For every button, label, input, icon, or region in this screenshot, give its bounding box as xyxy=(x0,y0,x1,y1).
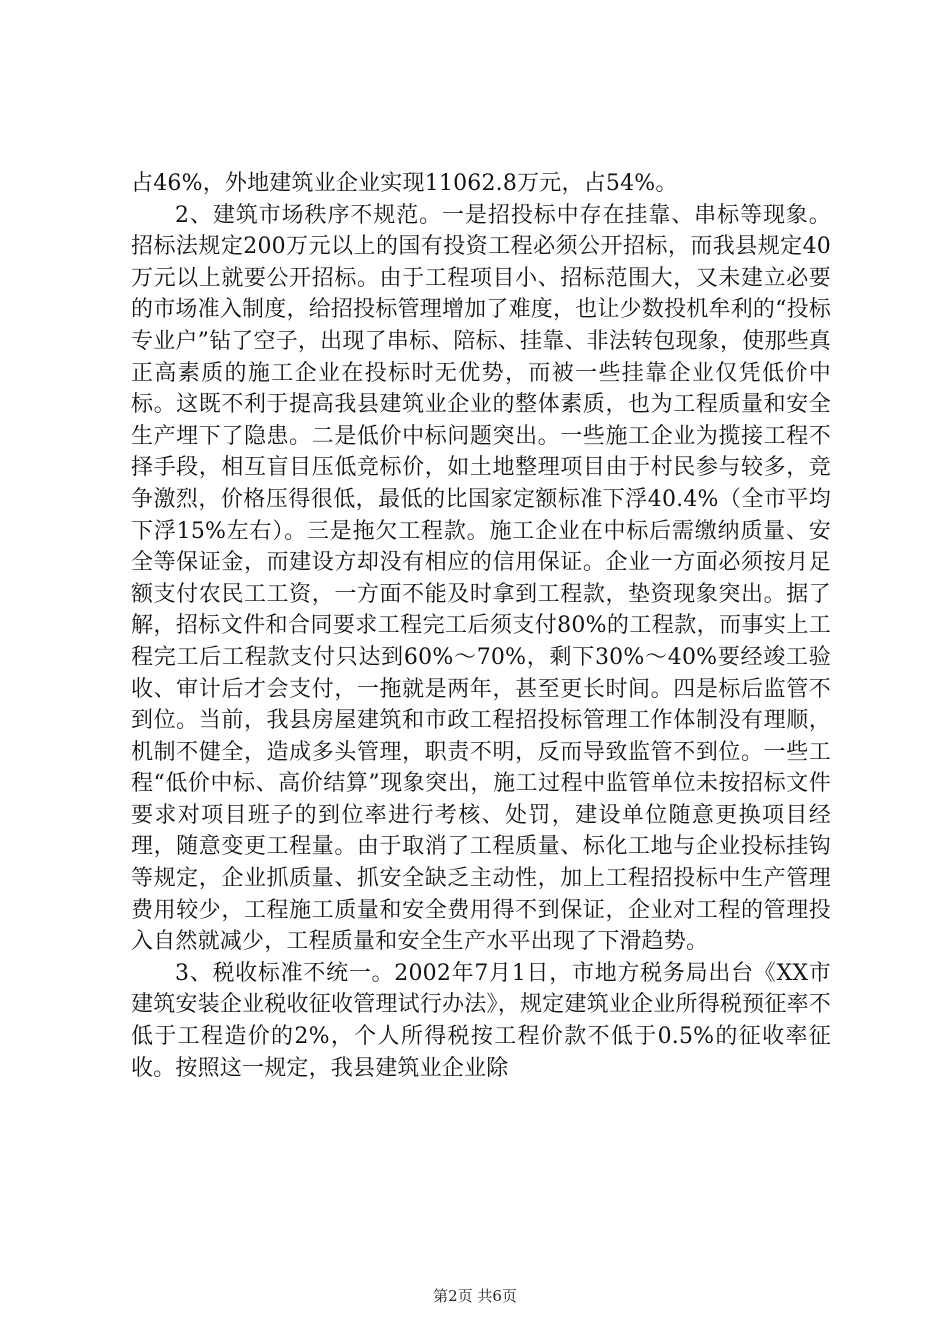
document-body xyxy=(131,168,831,1084)
paragraph-3: 3、税收标准不统一。2002年7月1日，市地方税务局出台《XX市建筑安装企业税收征收管理试行办法》，规定建筑业企业所得税预征率不低于工程造价的2%，个人所得税按工程价款不低于0.5%的征收率征收。按照这一规定，我县建筑业企业除 xyxy=(131,960,831,1081)
paragraph-1: 占46%，外地建筑业企业实现11062.8万元，占54%。 xyxy=(131,171,678,196)
paragraph-2: 2、建筑市场秩序不规范。一是招投标中存在挂靠、串标等现象。招标法规定200万元以上的国有投资工程必须公开招标，而我县规定40万元以上就要公开招标。由于工程项目小、招标范围大，又未建立必要的市场准入制度，给招投标管理增加了难度，也让少数投机牟利的“投标专业户”钻了空子，出现了串标、陪标、挂靠、非法转包现象，使那些真正高素质的施工企业在投标时无优势，而被一些挂靠企业仅凭低价中标。这既不利于提高我县建筑业企业的整体素质，也为工程质量和安全生产埋下了隐患。二是低价中标问题突出。一些施工企业为揽接工程不择手段，相互盲目压低竞标价，如土地整理项目由于村民参与较多，竞争激烈，价格压得很低，最低的比国家定额标准下浮40.4%（全市平均下浮15%左右）。三是拖欠工程款。施工企业在中标后需缴纳质量、安全等保证金，而建设方却没有相应的信用保证。企业一方面必须按月足额支付农民工工资，一方面不能及时拿到工程款，垫资现象突出。据了解，招标文件和合同要求工程完工后须支付80%的工程款，而事实上工程完工后工程款支付只达到60%～70%，剩下30%～40%要经竣工验收、审计后才会支付，一拖就是两年，甚至更长时间。四是标后监管不到位。当前，我县房屋建筑和市政工程招投标管理工作体制没有理顺，机制不健全，造成多头管理，职责不明，反而导致监管不到位。一些工程“低价中标、高价结算”现象突出，施工过程中监管单位未按招标文件要求对项目班子的到位率进行考核、处罚，建设单位随意更换项目经理，随意变更工程量。由于取消了工程质量、标化工地与企业投标挂钩等规定，企业抓质量、抓安全缺乏主动性，加上工程招投标中生产管理费用较少，工程施工质量和安全费用得不到保证，企业对工程的管理投入自然就减少，工程质量和安全生产水平出现了下滑趋势。 xyxy=(131,202,831,955)
page-number-footer: 第2页 共6页 xyxy=(433,1287,517,1305)
